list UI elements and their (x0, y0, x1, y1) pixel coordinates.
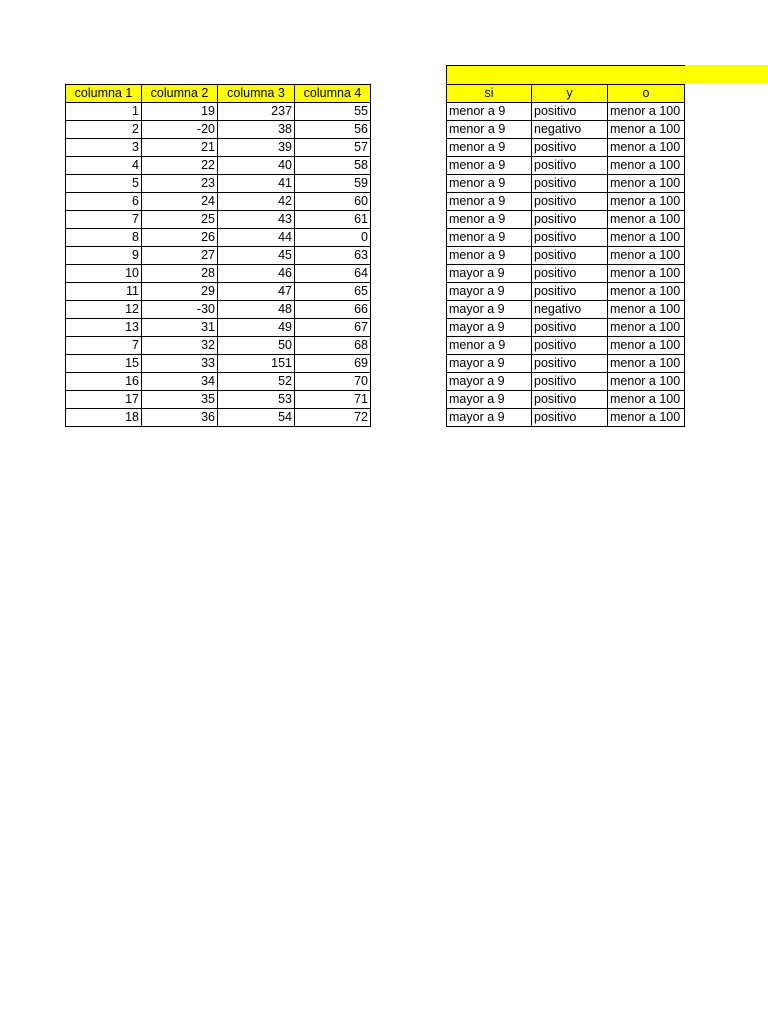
numbers-table-cell[interactable]: 35 (142, 391, 218, 409)
numbers-table-cell[interactable]: 16 (66, 373, 142, 391)
numbers-table-cell[interactable]: 45 (218, 247, 295, 265)
conditions-table-row (447, 265, 685, 283)
numbers-table-body (66, 103, 371, 427)
numbers-table-cell[interactable]: -20 (142, 121, 218, 139)
conditions-table-cell[interactable]: positivo (532, 157, 608, 175)
conditions-table-cell[interactable]: positivo (532, 355, 608, 373)
numbers-table-cell[interactable]: 27 (142, 247, 218, 265)
numbers-table-row (66, 337, 371, 355)
conditions-table-cell[interactable]: menor a 100 (608, 103, 685, 121)
conditions-table-row (447, 319, 685, 337)
numbers-table-cell[interactable]: 11 (66, 283, 142, 301)
numbers-table-row (66, 319, 371, 337)
numbers-table-cell[interactable]: 7 (66, 211, 142, 229)
conditions-table-row (447, 391, 685, 409)
numbers-table-cell[interactable]: 9 (66, 247, 142, 265)
conditions-table-cell[interactable]: positivo (532, 337, 608, 355)
numbers-table-cell[interactable]: 60 (295, 193, 371, 211)
numbers-table-cell[interactable]: 22 (142, 157, 218, 175)
numbers-table-row (66, 247, 371, 265)
conditions-table-cell[interactable]: menor a 9 (447, 211, 532, 229)
conditions-table-cell[interactable]: menor a 100 (608, 265, 685, 283)
numbers-table-cell[interactable]: 56 (295, 121, 371, 139)
conditions-table-cell[interactable]: menor a 9 (447, 193, 532, 211)
numbers-table-cell[interactable]: 7 (66, 337, 142, 355)
conditions-table-cell[interactable]: negativo (532, 301, 608, 319)
conditions-table-cell[interactable]: positivo (532, 409, 608, 427)
numbers-table-cell[interactable]: 24 (142, 193, 218, 211)
conditions-table-cell[interactable]: positivo (532, 193, 608, 211)
numbers-table-cell[interactable]: 70 (295, 373, 371, 391)
conditions-table-cell[interactable]: mayor a 9 (447, 409, 532, 427)
numbers-table-cell[interactable]: 5 (66, 175, 142, 193)
conditions-table-header-cell[interactable]: y (532, 85, 608, 103)
numbers-table-row (66, 301, 371, 319)
conditions-table-cell[interactable]: menor a 100 (608, 301, 685, 319)
numbers-table-cell[interactable]: 63 (295, 247, 371, 265)
numbers-table-cell[interactable]: 53 (218, 391, 295, 409)
numbers-table-cell[interactable]: 48 (218, 301, 295, 319)
numbers-table-cell[interactable]: 39 (218, 139, 295, 157)
numbers-table-cell[interactable]: 6 (66, 193, 142, 211)
conditions-table-cell[interactable]: menor a 100 (608, 409, 685, 427)
numbers-table-cell[interactable]: 10 (66, 265, 142, 283)
numbers-table-cell[interactable]: 41 (218, 175, 295, 193)
numbers-table-header-cell[interactable]: columna 4 (295, 85, 371, 103)
conditions-table-cell[interactable]: positivo (532, 283, 608, 301)
conditions-table-cell[interactable]: menor a 9 (447, 229, 532, 247)
numbers-table-cell[interactable]: 18 (66, 409, 142, 427)
conditions-table-cell[interactable]: menor a 9 (447, 139, 532, 157)
numbers-table-header-cell[interactable]: columna 1 (66, 85, 142, 103)
numbers-table-cell[interactable]: 12 (66, 301, 142, 319)
numbers-table-cell[interactable]: 31 (142, 319, 218, 337)
numbers-table-header-row (66, 85, 371, 103)
conditions-table-cell[interactable]: mayor a 9 (447, 355, 532, 373)
conditions-table-row (447, 103, 685, 121)
numbers-table-cell[interactable]: 36 (142, 409, 218, 427)
numbers-table-cell[interactable]: 66 (295, 301, 371, 319)
numbers-table-cell[interactable]: 21 (142, 139, 218, 157)
numbers-table-cell[interactable]: 25 (142, 211, 218, 229)
conditions-table-cell[interactable]: positivo (532, 265, 608, 283)
numbers-table-cell[interactable]: 23 (142, 175, 218, 193)
numbers-table-cell[interactable]: 42 (218, 193, 295, 211)
numbers-table-cell[interactable]: 55 (295, 103, 371, 121)
conditions-table-cell[interactable]: menor a 100 (608, 391, 685, 409)
conditions-table-cell[interactable]: mayor a 9 (447, 373, 532, 391)
numbers-table-cell[interactable]: 61 (295, 211, 371, 229)
conditions-table-cell[interactable]: menor a 100 (608, 121, 685, 139)
numbers-table-cell[interactable]: 71 (295, 391, 371, 409)
numbers-table-cell[interactable]: 44 (218, 229, 295, 247)
conditions-table-cell[interactable]: menor a 100 (608, 229, 685, 247)
numbers-table-row (66, 265, 371, 283)
conditions-table-cell[interactable]: positivo (532, 391, 608, 409)
conditions-table-row (447, 283, 685, 301)
conditions-table-row (447, 247, 685, 265)
conditions-table-cell[interactable]: positivo (532, 103, 608, 121)
numbers-table-cell[interactable]: 32 (142, 337, 218, 355)
numbers-table-row (66, 103, 371, 121)
conditions-table-cell[interactable]: menor a 9 (447, 175, 532, 193)
numbers-table-header-cell[interactable]: columna 3 (218, 85, 295, 103)
numbers-table-cell[interactable]: 54 (218, 409, 295, 427)
conditions-table-header-cell[interactable]: o (608, 85, 685, 103)
conditions-table-cell[interactable]: menor a 100 (608, 247, 685, 265)
highlight-bar-boxed (446, 65, 685, 84)
conditions-table-cell[interactable]: menor a 100 (608, 337, 685, 355)
numbers-table-cell[interactable]: 38 (218, 121, 295, 139)
conditions-table-cell[interactable]: menor a 100 (608, 373, 685, 391)
conditions-table-row (447, 355, 685, 373)
conditions-table-cell[interactable]: menor a 100 (608, 283, 685, 301)
numbers-table-row (66, 121, 371, 139)
numbers-table-row (66, 391, 371, 409)
numbers-table-header-cell[interactable]: columna 2 (142, 85, 218, 103)
conditions-table-cell[interactable]: positivo (532, 319, 608, 337)
numbers-table-cell[interactable]: 67 (295, 319, 371, 337)
conditions-table-row (447, 211, 685, 229)
numbers-table-cell[interactable]: 65 (295, 283, 371, 301)
numbers-table-cell[interactable]: 46 (218, 265, 295, 283)
numbers-table-row (66, 157, 371, 175)
numbers-table-cell[interactable]: 69 (295, 355, 371, 373)
conditions-table-row (447, 175, 685, 193)
numbers-table-cell[interactable]: 72 (295, 409, 371, 427)
conditions-table-cell[interactable]: menor a 100 (608, 157, 685, 175)
numbers-table-row (66, 355, 371, 373)
numbers-table-cell[interactable]: 64 (295, 265, 371, 283)
numbers-table-cell[interactable]: 43 (218, 211, 295, 229)
numbers-table-row (66, 175, 371, 193)
conditions-table-row (447, 409, 685, 427)
conditions-table-cell[interactable]: mayor a 9 (447, 391, 532, 409)
numbers-table (65, 84, 371, 427)
conditions-table-cell[interactable]: menor a 100 (608, 211, 685, 229)
numbers-table-cell[interactable]: 52 (218, 373, 295, 391)
conditions-table-cell[interactable]: menor a 100 (608, 319, 685, 337)
conditions-table-cell[interactable]: menor a 9 (447, 157, 532, 175)
conditions-table-cell[interactable]: menor a 9 (447, 337, 532, 355)
conditions-table-cell[interactable]: menor a 9 (447, 103, 532, 121)
conditions-table-row (447, 229, 685, 247)
numbers-table-cell[interactable]: 59 (295, 175, 371, 193)
numbers-table-row (66, 283, 371, 301)
conditions-table-cell[interactable]: positivo (532, 247, 608, 265)
numbers-table-cell[interactable]: 237 (218, 103, 295, 121)
conditions-table-cell[interactable]: mayor a 9 (447, 319, 532, 337)
conditions-table-row (447, 157, 685, 175)
numbers-table-row (66, 139, 371, 157)
numbers-table-cell[interactable]: 29 (142, 283, 218, 301)
numbers-table-cell[interactable]: 57 (295, 139, 371, 157)
conditions-table-cell[interactable]: positivo (532, 229, 608, 247)
conditions-table-cell[interactable]: positivo (532, 175, 608, 193)
numbers-table-cell[interactable]: 33 (142, 355, 218, 373)
conditions-table (446, 84, 685, 427)
numbers-table-cell[interactable]: 68 (295, 337, 371, 355)
numbers-table-cell[interactable]: 8 (66, 229, 142, 247)
numbers-table-cell[interactable]: 49 (218, 319, 295, 337)
numbers-table-cell[interactable]: 47 (218, 283, 295, 301)
numbers-table-cell[interactable]: 4 (66, 157, 142, 175)
numbers-table-cell[interactable]: 151 (218, 355, 295, 373)
conditions-table-row (447, 373, 685, 391)
conditions-table-row (447, 193, 685, 211)
conditions-table-cell[interactable]: positivo (532, 211, 608, 229)
conditions-table-cell[interactable]: positivo (532, 139, 608, 157)
numbers-table-cell[interactable]: 2 (66, 121, 142, 139)
conditions-table-cell[interactable]: mayor a 9 (447, 265, 532, 283)
numbers-table-cell[interactable]: 40 (218, 157, 295, 175)
numbers-table-cell[interactable]: -30 (142, 301, 218, 319)
numbers-table-row (66, 229, 371, 247)
numbers-table-cell[interactable]: 15 (66, 355, 142, 373)
conditions-table-cell[interactable]: menor a 100 (608, 355, 685, 373)
numbers-table-row (66, 211, 371, 229)
numbers-table-cell[interactable]: 13 (66, 319, 142, 337)
numbers-table-row (66, 193, 371, 211)
conditions-table-cell[interactable]: menor a 9 (447, 247, 532, 265)
conditions-table-cell[interactable]: negativo (532, 121, 608, 139)
numbers-table-cell[interactable]: 3 (66, 139, 142, 157)
numbers-table-row (66, 409, 371, 427)
conditions-table-header-cell[interactable]: si (447, 85, 532, 103)
highlight-bar-open (685, 65, 768, 83)
numbers-table-cell[interactable]: 0 (295, 229, 371, 247)
numbers-table-row (66, 373, 371, 391)
conditions-table-header-row (447, 85, 685, 103)
numbers-table-cell[interactable]: 17 (66, 391, 142, 409)
numbers-table-cell[interactable]: 19 (142, 103, 218, 121)
conditions-table-cell[interactable]: menor a 100 (608, 193, 685, 211)
numbers-table-cell[interactable]: 34 (142, 373, 218, 391)
conditions-table-cell[interactable]: positivo (532, 373, 608, 391)
conditions-table-row (447, 121, 685, 139)
conditions-table-cell[interactable]: menor a 100 (608, 139, 685, 157)
numbers-table-cell[interactable]: 58 (295, 157, 371, 175)
numbers-table-cell[interactable]: 28 (142, 265, 218, 283)
conditions-table-cell[interactable]: mayor a 9 (447, 301, 532, 319)
numbers-table-cell[interactable]: 26 (142, 229, 218, 247)
conditions-table-cell[interactable]: mayor a 9 (447, 283, 532, 301)
conditions-table-cell[interactable]: menor a 9 (447, 121, 532, 139)
conditions-table-row (447, 337, 685, 355)
numbers-table-cell[interactable]: 50 (218, 337, 295, 355)
conditions-table-row (447, 301, 685, 319)
numbers-table-cell[interactable]: 1 (66, 103, 142, 121)
conditions-table-cell[interactable]: menor a 100 (608, 175, 685, 193)
conditions-table-body (447, 103, 685, 427)
conditions-table-row (447, 139, 685, 157)
